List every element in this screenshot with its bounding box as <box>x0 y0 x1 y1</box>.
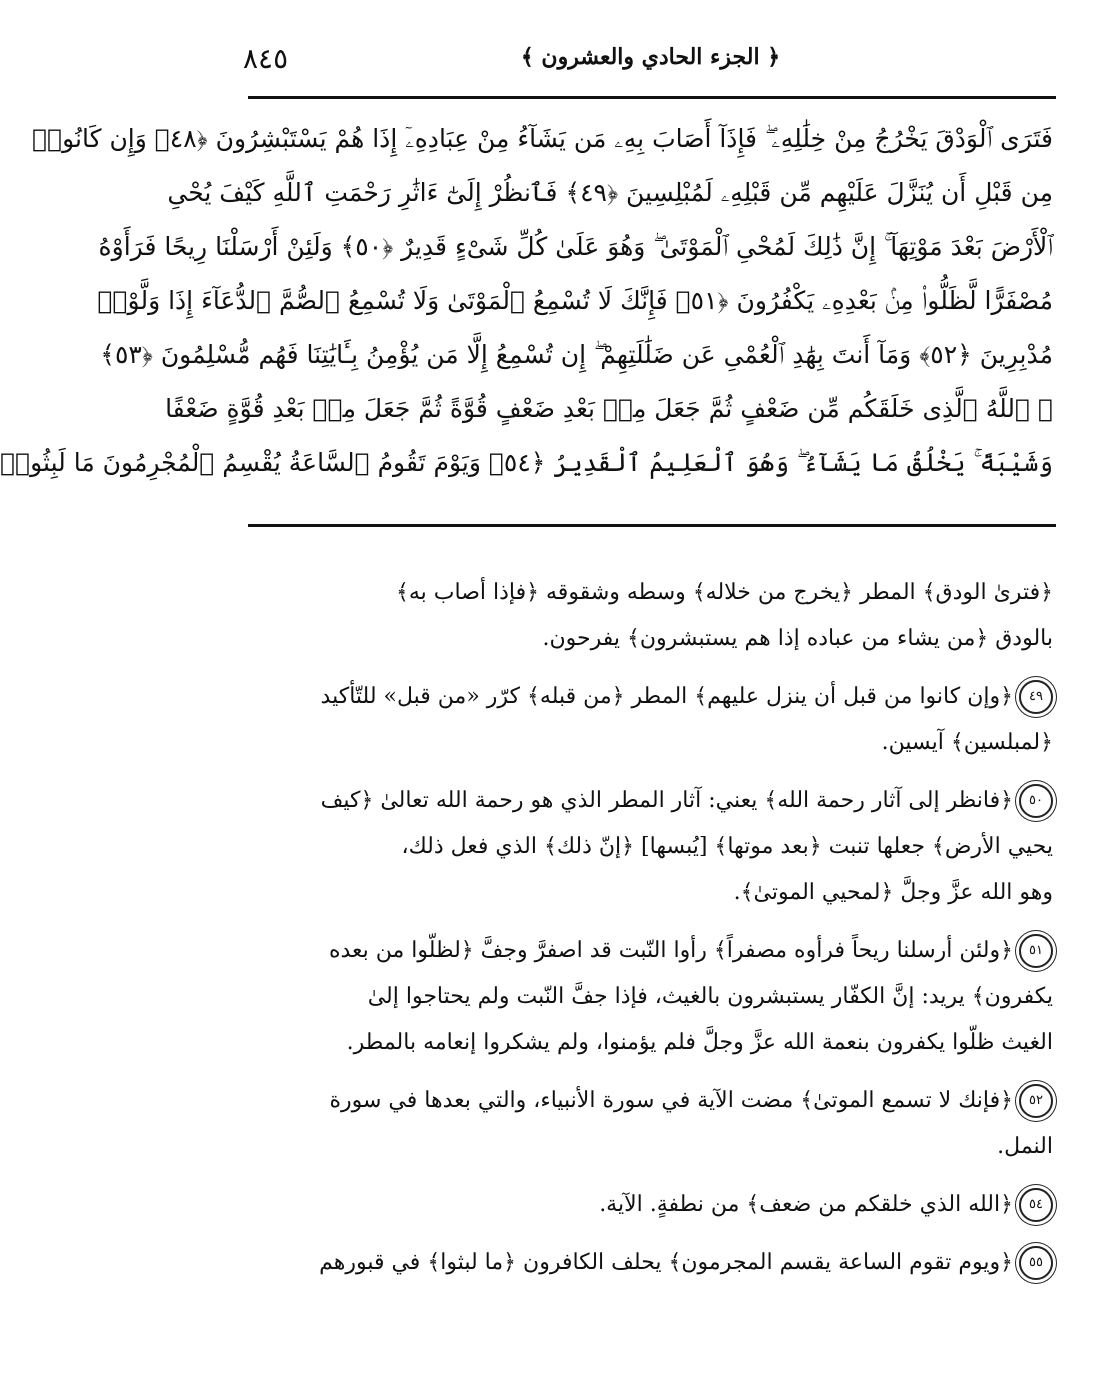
commentary-line <box>248 1240 1053 1286</box>
verse-number-marker: ٥٠ <box>1019 784 1053 818</box>
quran-text-block <box>0 112 1053 512</box>
commentary-line: ﴿فترىٰ الودق﴾ المطر ﴿يخرج من خلاله﴾ وسطه وشقوقه ﴿فإذا أصاب به﴾ <box>396 580 1053 605</box>
page-header <box>243 38 1058 88</box>
verse-number-marker: ٤٩ <box>1019 680 1053 714</box>
header-rule <box>248 96 1056 99</box>
verse-number-marker: ٥٥ <box>1019 1246 1053 1280</box>
commentary-paragraph-55 <box>248 1240 1053 1286</box>
quran-line: وَشَيْبَةً ۚ يَخْلُقُ مَا يَشَآءُ ۖ وَهُوَ ٱلْعَلِيمُ ٱلْقَدِيرُ ﴿٥٤﴾ وَيَوْمَ تَقُومُ ٱلسَّاعَةُ يُقْسِمُ ٱلْمُجْرِمُونَ مَا لَبِثُوا۟ <box>0 448 1053 477</box>
commentary-line: الغيث ظلّوا يكفرون بنعمة الله عزَّ وجلَّ فلم يؤمنوا، ولم يشكروا إنعامه بالمطر. <box>346 1030 1053 1055</box>
quran-line: مُصْفَرًّا لَّظَلُّوا۟ مِنۢ بَعْدِهِۦ يَكْفُرُونَ ﴿٥١﴾ فَإِنَّكَ لَا تُسْمِعُ ٱلْمَوْتَىٰ وَلَا تُسْمِعُ ٱلصُّمَّ ٱلدُّعَآءَ إِذَا وَلَّوْا۟ <box>97 286 1053 315</box>
quran-line: ۞ ٱللَّهُ ٱلَّذِى خَلَقَكُم مِّن ضَعْفٍ ثُمَّ جَعَلَ مِنۢ بَعْدِ ضَعْفٍ قُوَّةً ثُمَّ جَعَلَ مِنۢ بَعْدِ قُوَّةٍ ضَعْفًا <box>165 394 1053 423</box>
commentary-line-text: ﴿ولئن أرسلنا ريحاً فرأوه مصفراً﴾ رأوا النّبت قد اصفرَّ وجفَّ ﴿لظلّوا من بعده <box>328 938 1013 963</box>
verse-number-marker: ٥٤ <box>1019 1188 1053 1222</box>
commentary-line <box>248 1078 1053 1124</box>
commentary-line-text: ﴿فإنك لا تسمع الموتىٰ﴾ مضت الآية في سورة الأنبياء، والتي بعدها في سورة <box>329 1088 1013 1113</box>
verse-number-marker: ٥١ <box>1019 934 1053 968</box>
commentary-line: النمل. <box>997 1134 1053 1159</box>
commentary-line <box>248 928 1053 974</box>
commentary-paragraph-48 <box>248 570 1053 662</box>
commentary-paragraph-54 <box>248 1182 1053 1228</box>
commentary-line <box>248 778 1053 824</box>
commentary-line: وهو الله عزَّ وجلَّ ﴿لمحيي الموتىٰ﴾. <box>733 880 1053 905</box>
commentary-block <box>248 570 1053 1298</box>
quran-line: ٱلْأَرْضَ بَعْدَ مَوْتِهَآ ۚ إِنَّ ذَٰلِكَ لَمُحْىِ ٱلْمَوْتَىٰ ۖ وَهُوَ عَلَىٰ كُلِّ شَىْءٍ قَدِيرٌ ﴿٥٠﴾ وَلَئِنْ أَرْسَلْنَا رِيحًا فَرَأَوْهُ <box>98 232 1053 261</box>
commentary-line-text: ﴿فانظر إلى آثار رحمة الله﴾ يعني: آثار المطر الذي هو رحمة الله تعالىٰ ﴿كيف <box>320 788 1013 813</box>
quran-line: فَتَرَى ٱلْوَدْقَ يَخْرُجُ مِنْ خِلَٰلِهِۦ ۖ فَإِذَآ أَصَابَ بِهِۦ مَن يَشَآءُ مِنْ عِبَادِهِۦٓ إِذَا هُمْ يَسْتَبْشِرُونَ ﴿٤٨﴾ وَإِن كَانُوا۟ <box>32 124 1053 153</box>
commentary-line: ﴿لمبلسين﴾ آيسين. <box>881 730 1053 755</box>
commentary-line: يكفرون﴾ يريد: إنَّ الكفّار يستبشرون بالغيث، فإذا جفَّ النّبت ولم يحتاجوا إلىٰ <box>367 984 1053 1009</box>
commentary-line-text: ﴿ويوم تقوم الساعة يقسم المجرمون﴾ يحلف الكافرون ﴿ما لبثوا﴾ في قبورهم <box>319 1250 1013 1275</box>
verse-number-marker: ٥٢ <box>1019 1084 1053 1118</box>
commentary-line <box>248 674 1053 720</box>
commentary-line <box>248 1182 1053 1228</box>
commentary-line: بالودق ﴿من يشاء من عباده إذا هم يستبشرون﴾ يفرحون. <box>542 626 1053 651</box>
commentary-line-text: ﴿وإن كانوا من قبل أن ينزل عليهم﴾ المطر ﴿من قبله﴾ كرّر «من قبل» للتّأكيد <box>320 684 1013 709</box>
commentary-line-text: ﴿الله الذي خلقكم من ضعف﴾ من نطفةٍ. الآية. <box>599 1192 1013 1217</box>
page-number: ٨٤٥ <box>243 42 289 75</box>
commentary-paragraph-51 <box>248 928 1053 1066</box>
commentary-line: يحيي الأرض﴾ جعلها تنبت ﴿بعد موتها﴾ [يُبسها] ﴿إنّ ذلك﴾ الذي فعل ذلك، <box>401 834 1053 859</box>
running-head: ﴿ الجزء الحادي والعشرون ﴾ <box>520 44 781 70</box>
quran-line: مِن قَبْلِ أَن يُنَزَّلَ عَلَيْهِم مِّن قَبْلِهِۦ لَمُبْلِسِينَ ﴿٤٩﴾ فَٱنظُرْ إِلَىٰٓ ءَاثَٰرِ رَحْمَتِ ٱللَّهِ كَيْفَ يُحْىِ <box>167 178 1053 207</box>
quran-line: مُدْبِرِينَ ﴿٥٢﴾ وَمَآ أَنتَ بِهَٰدِ ٱلْعُمْىِ عَن ضَلَٰلَتِهِمْ ۖ إِن تُسْمِعُ إِلَّا مَن يُؤْمِنُ بِـَٔايَٰتِنَا فَهُم مُّسْلِمُونَ ﴿٥٣﴾ <box>100 340 1053 369</box>
commentary-paragraph-52 <box>248 1078 1053 1170</box>
commentary-paragraph-49 <box>248 674 1053 766</box>
section-divider <box>248 524 1056 527</box>
commentary-paragraph-50 <box>248 778 1053 916</box>
